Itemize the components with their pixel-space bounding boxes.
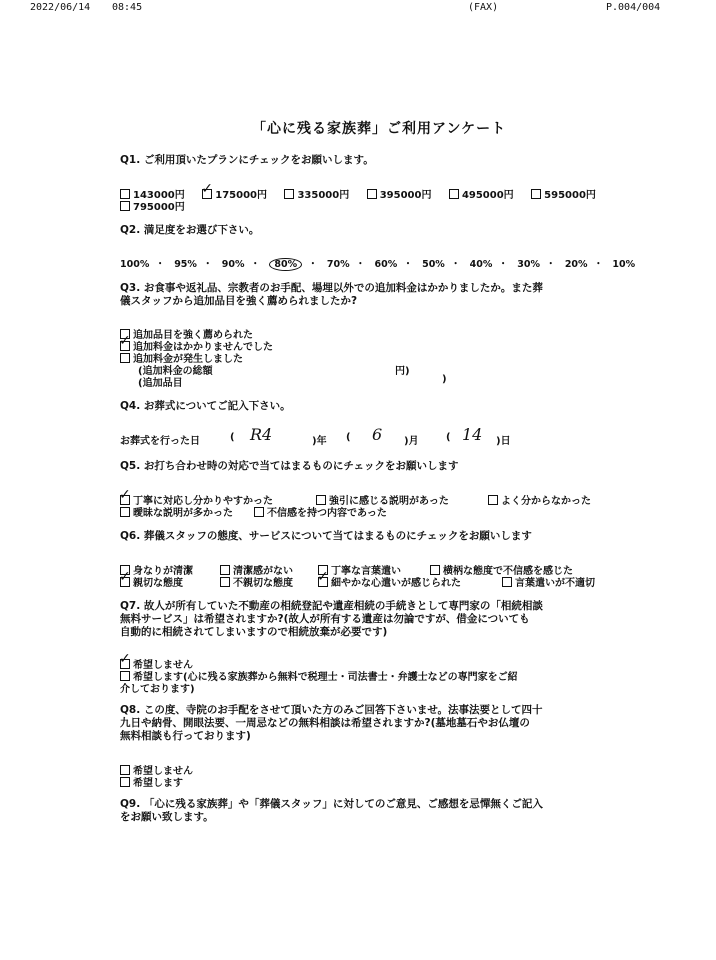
q3-option[interactable]: 追加品目を強く薦められた — [120, 326, 253, 341]
q9-question-line1: Q9. 「心に残る家族葬」や「葬儀スタッフ」に対してのご意見、ご感想を忌憚無くご記入 — [120, 798, 543, 810]
checkbox-checked[interactable] — [318, 577, 328, 587]
q6-option[interactable]: 不親切な態度 — [220, 574, 293, 589]
checkbox[interactable] — [120, 507, 130, 517]
q4-question: Q4. お葬式についてご記入下さい。 — [120, 400, 291, 412]
checkbox[interactable] — [254, 507, 264, 517]
q8-option[interactable]: 希望しません — [120, 762, 193, 777]
q3-option-checked[interactable]: ✓追加料金はかかりませんでした — [120, 338, 273, 353]
q2-option[interactable]: 40% — [469, 259, 493, 270]
q5-option[interactable]: 不信感を持つ内容であった — [254, 504, 387, 519]
q4-month-unit: )月 — [404, 436, 419, 447]
q6-option[interactable]: 清潔感がない — [220, 562, 293, 577]
q6-option[interactable]: 丁寧な言葉遣い — [318, 562, 401, 577]
q4-paren: ( — [230, 432, 235, 443]
q7-question-line1: Q7. 故人が所有していた不動産の相続登記や遺産相続の手続きとして専門家の「相続相談 — [120, 600, 543, 612]
q4-day-field[interactable]: 14 — [462, 425, 483, 444]
q1-option-checked[interactable]: ✓ 175000円 — [202, 190, 267, 201]
q4-paren: ( — [446, 432, 451, 443]
q3-yen: 円) — [395, 366, 410, 377]
q4-year-unit: )年 — [312, 436, 327, 447]
q2-option[interactable]: 10% — [612, 259, 636, 270]
q7-option[interactable]: 希望します(心に残る家族葬から無料で税理士・司法書士・弁護士などの専門家をご紹 — [120, 668, 518, 683]
q1-option[interactable]: 143000円 — [120, 190, 185, 201]
checkbox[interactable] — [120, 777, 130, 787]
q5-option[interactable]: 強引に感じる説明があった — [316, 492, 449, 507]
q6-option[interactable]: 横柄な態度で不信感を感じた — [430, 562, 573, 577]
q5-question: Q5. お打ち合わせ時の対応で当てはまるものにチェックをお願いします — [120, 460, 459, 472]
q8-option[interactable]: 希望します — [120, 774, 183, 789]
fax-label: (FAX) — [468, 2, 499, 13]
q1-option[interactable]: 595000円 — [531, 190, 596, 201]
q2-scale: 100% ・ 95% ・ 90% ・ 80% ・ 70% ・ 60% ・ 50% ・ 40% ・ 30% ・ 20% ・ 10% — [120, 259, 636, 270]
q6-question: Q6. 葬儀スタッフの態度、サービスについて当てはまるものにチェックをお願いします — [120, 530, 532, 542]
q2-question: Q2. 満足度をお選び下さい。 — [120, 224, 260, 236]
q1-option[interactable]: 795000円 — [120, 198, 185, 213]
q7-question-line2: 無料サービス」は希望されますか?(故人が所有する遺産は勿論ですが、借金についても — [120, 613, 530, 625]
q6-option-checked[interactable]: ✓親切な態度 — [120, 574, 183, 589]
checkbox[interactable] — [367, 189, 377, 199]
q4-paren: ( — [346, 432, 351, 443]
checkbox[interactable] — [284, 189, 294, 199]
q3-option[interactable]: 追加料金が発生しました — [120, 350, 243, 365]
q8-question-line2: 九日や納骨、開眼法要、一周忌などの無料相談は希望されますか?(墓地墓石やお仏壇の — [120, 717, 530, 729]
q7-option-cont: 介しております) — [120, 684, 195, 695]
q4-month-field[interactable]: 6 — [372, 425, 383, 444]
q9-question-line2: をお願い致します。 — [120, 811, 214, 823]
q4-day-unit: )日 — [496, 436, 511, 447]
q5-option[interactable]: 曖昧な説明が多かった — [120, 504, 233, 519]
checkbox[interactable] — [120, 201, 130, 211]
checkbox-checked[interactable] — [120, 577, 130, 587]
q2-option[interactable]: 95% — [174, 259, 197, 270]
q2-option[interactable]: 30% — [517, 259, 540, 270]
q6-option-checked[interactable]: ✓ 細やかな心遣いが感じられた — [318, 574, 461, 589]
q3-close-paren: ) — [442, 374, 447, 385]
q2-option-selected[interactable]: 80% — [269, 258, 302, 271]
q3-question-line1: Q3. お食事や返礼品、宗教者のお手配、場埋以外での追加料金はかかりましたか。また葬 — [120, 282, 543, 294]
fax-date: 2022/06/14 — [30, 2, 91, 13]
checkbox[interactable] — [502, 577, 512, 587]
q1-question: Q1. ご利用頂いたプランにチェックをお願いします。 — [120, 154, 374, 166]
checkbox[interactable] — [449, 189, 459, 199]
q4-era-field[interactable]: R4 — [250, 425, 273, 444]
q2-option[interactable]: 60% — [374, 259, 398, 270]
q2-option[interactable]: 70% — [326, 259, 350, 270]
q2-option[interactable]: 50% — [422, 259, 445, 270]
q2-option[interactable]: 100% — [120, 259, 150, 270]
q7-option-checked[interactable]: ✓希望しません — [120, 656, 193, 671]
q1-option[interactable]: 395000円 — [367, 190, 432, 201]
checkbox[interactable] — [488, 495, 498, 505]
q2-option[interactable]: 20% — [564, 259, 588, 270]
q3-question-line2: 儀スタッフから追加品目を強く薦められましたか? — [120, 295, 358, 307]
q4-date-label: お葬式を行った日 — [120, 436, 200, 447]
q1-option[interactable]: 495000円 — [449, 190, 514, 201]
q2-option[interactable]: 90% — [221, 259, 245, 270]
q3-total-label: (追加料金の総額 — [138, 366, 213, 377]
q7-question-line3: 自動的に相続されてしまいますので相続放棄が必要です) — [120, 626, 388, 638]
q1-option[interactable]: 335000円 — [284, 190, 349, 201]
checkbox[interactable] — [220, 577, 230, 587]
q1-options-row1 — [120, 186, 610, 201]
q8-question-line3: 無料相談も行っております) — [120, 730, 251, 742]
q6-option[interactable]: 身なりが清潔 — [120, 562, 193, 577]
page-title: 「心に残る家族葬」ご利用アンケート — [252, 121, 507, 137]
q5-option-checked[interactable]: ✓丁寧に対応し分かりやすかった — [120, 492, 273, 507]
checkbox[interactable] — [120, 353, 130, 363]
fax-time: 08:45 — [112, 2, 143, 13]
checkbox-checked[interactable] — [202, 189, 212, 199]
q8-question-line1: Q8. この度、寺院のお手配をさせて頂いた方のみご回答下さいませ。法事法要として四十 — [120, 704, 543, 716]
q5-option[interactable]: よく分からなかった — [488, 492, 591, 507]
checkbox[interactable] — [531, 189, 541, 199]
fax-page: P.004/004 — [606, 2, 661, 13]
q6-option[interactable]: 言葉遣いが不適切 — [502, 574, 595, 589]
q3-items-label: (追加品目 — [138, 378, 183, 389]
